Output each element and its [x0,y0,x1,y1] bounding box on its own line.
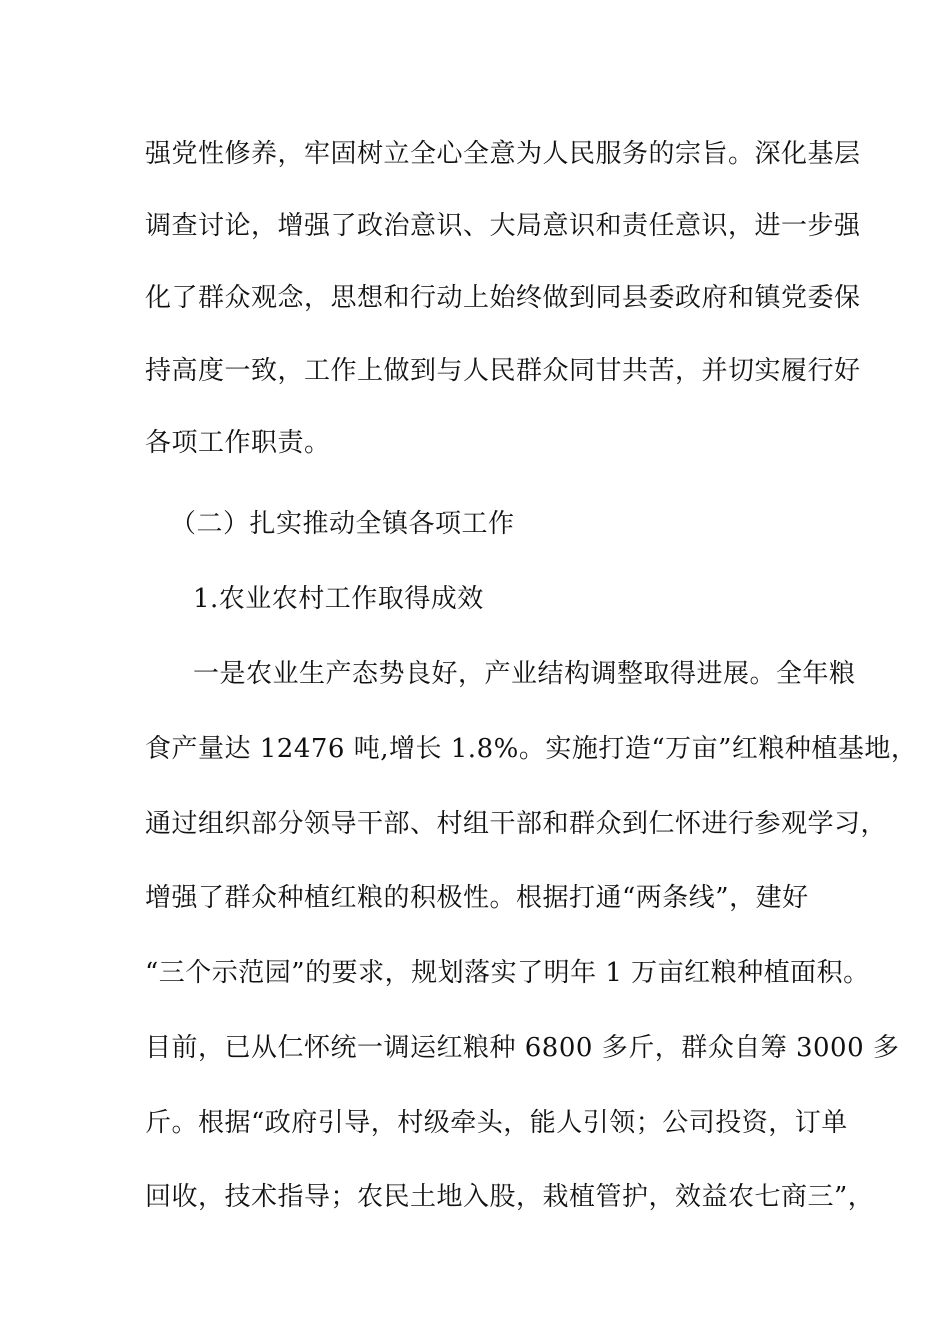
paragraph-line: 目前，已从仁怀统一调运红粮种 6800 多斤，群众自筹 3000 多 [145,1033,900,1063]
subsection-heading: 1.农业农村工作取得成效 [193,584,484,614]
paragraph-line: 化了群众观念，思想和行动上始终做到同县委政府和镇党委保 [145,283,861,313]
paragraph-line: 增强了群众种植红粮的积极性。根据打通“两条线”，建好 [145,883,809,913]
paragraph-line: 通过组织部分领导干部、村组干部和群众到仁怀进行参观学习， [145,809,888,839]
paragraph-line: 持高度一致，工作上做到与人民群众同甘共苦，并切实履行好 [145,356,861,386]
section-heading: （二）扎实推动全镇各项工作 [170,509,515,539]
paragraph-line: “三个示范园”的要求，规划落实了明年 1 万亩红粮种植面积。 [145,958,870,988]
paragraph-line: 斤。根据“政府引导，村级牵头，能人引领；公司投资，订单 [145,1108,848,1138]
paragraph-line: 强党性修养，牢固树立全心全意为人民服务的宗旨。深化基层 [145,139,861,169]
paragraph-line: 一是农业生产态势良好，产业结构调整取得进展。全年粮 [193,659,856,689]
paragraph-line: 回收，技术指导；农民土地入股，栽植管护，效益农七商三”， [145,1182,875,1212]
paragraph-line: 食产量达 12476 吨,增长 1.8%。实施打造“万亩”红粮种植基地， [145,734,918,764]
paragraph-line: 各项工作职责。 [145,428,331,458]
paragraph-line: 调查讨论，增强了政治意识、大局意识和责任意识，进一步强 [145,211,861,241]
